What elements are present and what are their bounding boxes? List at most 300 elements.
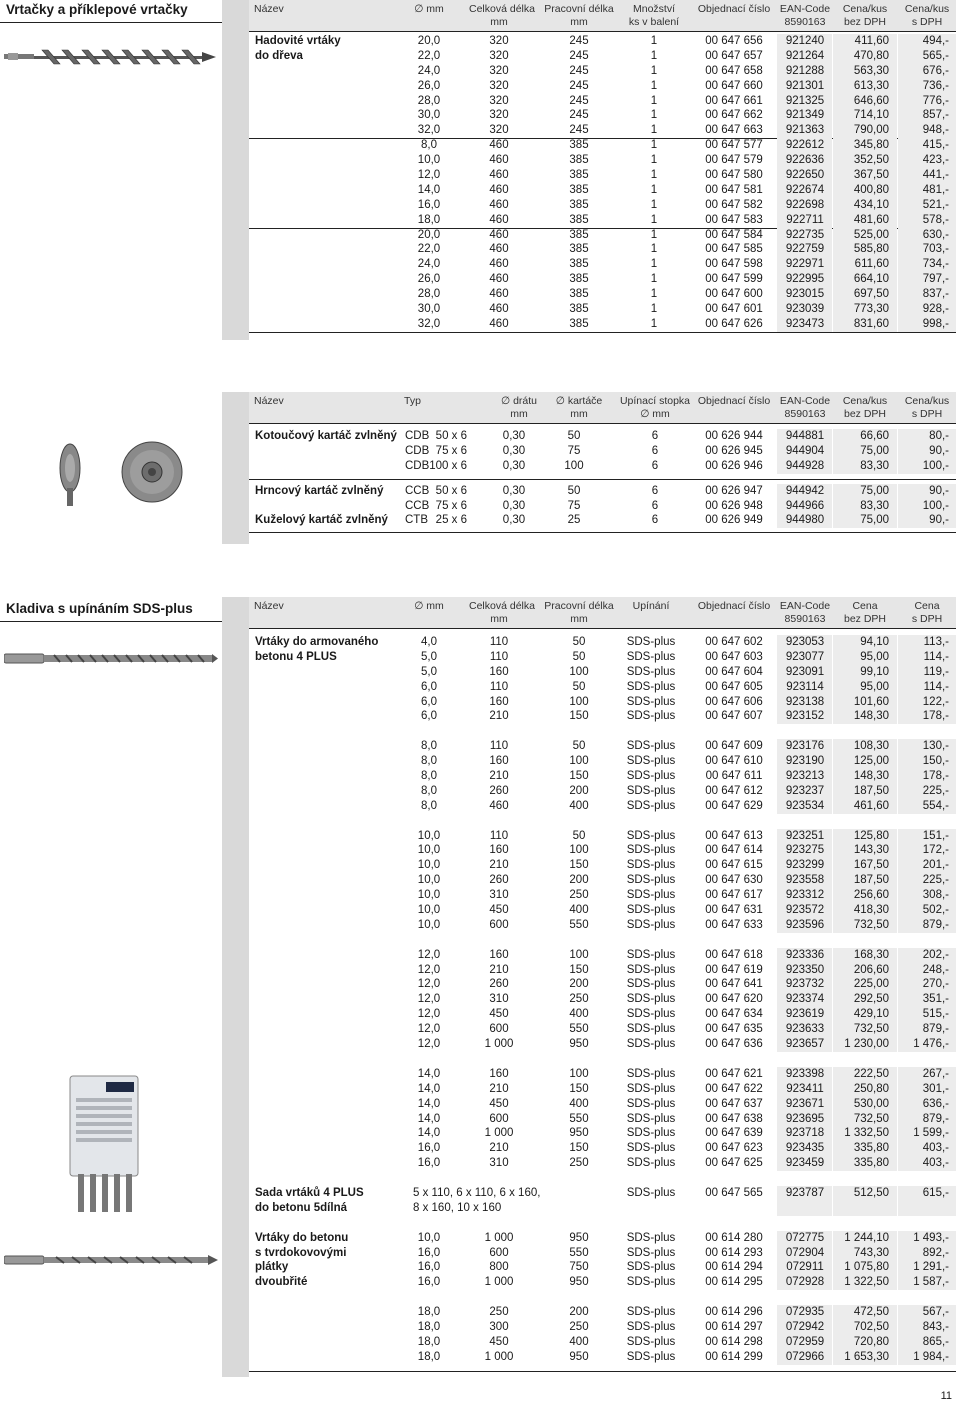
cell-chuck: SDS-plus <box>626 904 676 917</box>
cell-total-length: 1 000 <box>484 1127 514 1140</box>
cell-price-vat: 415,- <box>922 139 949 152</box>
cell-quantity: 1 <box>650 64 658 77</box>
cell-total-length: 450 <box>489 1008 509 1021</box>
cell-price: 345,80 <box>853 139 889 152</box>
row-group <box>249 1305 956 1365</box>
cell-price-vat: 703,- <box>922 243 949 256</box>
cell-type: CCB <box>405 499 430 512</box>
cell-chuck: SDS-plus <box>626 993 676 1006</box>
cell-ean: 944881 <box>785 430 825 442</box>
cell-quantity: 1 <box>650 109 658 122</box>
cell-diameter: 12,0 <box>417 1038 441 1051</box>
auger-section <box>0 0 960 340</box>
cell-price: 732,50 <box>853 1112 889 1125</box>
cell-ean: 072911 <box>786 1261 824 1274</box>
cell-working-length: 750 <box>569 1261 589 1274</box>
cell-price: 472,50 <box>853 1306 889 1319</box>
cell-working-length: 385 <box>569 154 589 167</box>
cell-price-vat: 636,- <box>922 1097 949 1110</box>
cell-chuck: SDS-plus <box>626 1246 676 1259</box>
cell-working-length: 100 <box>569 1067 589 1080</box>
cell-price: 831,60 <box>853 317 889 330</box>
cell-working-length: 400 <box>569 799 589 812</box>
product-table <box>249 635 956 1372</box>
cell-total-length: 460 <box>489 169 509 182</box>
cell-price: 732,50 <box>853 918 889 931</box>
cell-chuck: SDS-plus <box>626 636 676 648</box>
cell-chuck: SDS-plus <box>626 1320 676 1333</box>
cell-total-length: 260 <box>489 784 509 797</box>
cup-brush-photo <box>120 440 184 504</box>
cell-diameter: 20,0 <box>417 228 441 241</box>
cell-shank: 6 <box>651 499 659 512</box>
cell-ean: 923114 <box>786 680 824 693</box>
cell-total-length: 600 <box>489 918 509 931</box>
cell-order-number: 00 647 623 <box>705 1142 763 1155</box>
cell-chuck: SDS-plus <box>626 1127 676 1140</box>
cell-ean: 922612 <box>785 139 825 152</box>
cell-total-length: 1 000 <box>484 1231 514 1244</box>
cell-order-number: 00 647 631 <box>705 904 763 917</box>
cell-price-vat: 776,- <box>922 94 949 107</box>
cell-diameter: 10,0 <box>417 844 441 857</box>
cell-total-length: 310 <box>489 993 509 1006</box>
cell-ean: 923657 <box>785 1038 825 1051</box>
cell-type: CTB <box>405 514 428 527</box>
cell-working-length: 245 <box>569 94 589 107</box>
table-row <box>249 829 956 844</box>
cell-diameter: 12,0 <box>417 993 441 1006</box>
cell-working-length: 50 <box>572 680 586 693</box>
cell-price: 773,30 <box>853 303 889 316</box>
cell-total-length: 210 <box>489 859 509 872</box>
cell-price-vat: 100,- <box>922 499 949 512</box>
cell-total-length: 160 <box>489 844 509 857</box>
cell-ean: 923374 <box>785 993 825 1006</box>
cell-price: 525,00 <box>853 228 889 241</box>
product-name: plátky <box>255 1261 289 1274</box>
cell-total-length: 110 <box>489 636 509 648</box>
cell-ean: 923572 <box>785 904 825 917</box>
cell-ean: 923411 <box>786 1082 824 1095</box>
cell-price: 99,10 <box>860 665 889 678</box>
cell-order-number: 00 647 621 <box>705 1067 763 1080</box>
table-row <box>249 138 956 153</box>
table-row <box>249 79 956 94</box>
cell-price-vat: 630,- <box>922 228 949 241</box>
cell-ean: 921363 <box>785 124 825 137</box>
cell-ean: 921349 <box>785 109 825 122</box>
table-row <box>249 1126 956 1141</box>
cell-diameter: 18,0 <box>417 1350 441 1363</box>
cell-price: 125,00 <box>853 755 889 768</box>
auger-bit-photo <box>4 42 218 72</box>
cell-price-vat: 615,- <box>922 1186 949 1199</box>
table-row <box>249 64 956 79</box>
cell-price-vat: 857,- <box>922 109 949 122</box>
cell-ean: 923275 <box>785 844 825 857</box>
cell-quantity: 1 <box>650 213 658 226</box>
cell-price-vat: 843,- <box>922 1320 949 1333</box>
header-price-line: bez DPH <box>843 408 886 420</box>
header-working-length-line: Pracovní délka <box>544 600 614 612</box>
cell-total-length: 160 <box>489 755 509 768</box>
cell-quantity: 1 <box>650 317 658 330</box>
cell-chuck: SDS-plus <box>626 1306 676 1319</box>
cell-price: 168,30 <box>853 948 889 961</box>
cell-chuck: SDS-plus <box>626 1186 676 1199</box>
cell-order-number: 00 647 656 <box>705 35 763 47</box>
cell-chuck: SDS-plus <box>626 799 676 812</box>
cell-price: 481,60 <box>853 213 889 226</box>
cell-ean: 923732 <box>785 978 825 991</box>
drill-set-photo <box>68 1074 140 1214</box>
cell-working-length: 250 <box>569 1157 589 1170</box>
cell-diameter: 22,0 <box>417 243 441 256</box>
cell-ean: 921301 <box>785 79 825 92</box>
cell-ean: 944904 <box>785 444 825 457</box>
cell-working-length: 150 <box>569 859 589 872</box>
cell-order-number: 00 647 633 <box>705 918 763 931</box>
cell-working-length: 150 <box>569 1142 589 1155</box>
cell-diameter: 4,0 <box>421 636 437 648</box>
cell-price-vat: 151,- <box>922 829 949 842</box>
cell-quantity: 1 <box>650 79 658 92</box>
cell-price: 75,00 <box>860 514 889 527</box>
cell-order-number: 00 647 615 <box>705 859 763 872</box>
cell-order-number: 00 647 662 <box>705 109 763 122</box>
cell-working-length: 385 <box>569 228 589 241</box>
cell-price: 83,30 <box>860 459 889 472</box>
cell-working-length: 50 <box>572 636 586 648</box>
cell-ean: 923619 <box>785 1008 825 1021</box>
cell-order-number: 00 626 944 <box>705 430 763 442</box>
cell-price-vat: 797,- <box>922 273 949 286</box>
cell-total-length: 1 000 <box>484 1038 514 1051</box>
cell-order-number: 00 647 618 <box>705 948 763 961</box>
header-diameter: ∅ mm <box>414 3 444 15</box>
cell-diameter: 28,0 <box>417 288 441 301</box>
cell-price-vat: 1 984,- <box>913 1350 949 1363</box>
cell-diameter: 12,0 <box>417 1023 441 1036</box>
cell-chuck: SDS-plus <box>626 1231 676 1244</box>
page-number: 11 <box>940 1390 952 1402</box>
product-name: Sada vrtáků 4 PLUS <box>255 1186 364 1199</box>
cell-price-vat: 521,- <box>922 198 949 211</box>
table-row <box>249 635 956 650</box>
cell-total-length: 320 <box>489 64 509 77</box>
cell-price: 335,80 <box>853 1142 889 1155</box>
cell-order-number: 00 647 657 <box>705 49 763 62</box>
cell-diameter: 14,0 <box>417 1127 441 1140</box>
header-order-number: Objednací číslo <box>697 600 771 612</box>
cell-ean: 922711 <box>786 213 824 226</box>
table-bottom-rule <box>249 332 956 333</box>
cell-diameter: 12,0 <box>417 1008 441 1021</box>
cell-total-length: 210 <box>489 963 509 976</box>
cell-ean: 923473 <box>785 317 825 330</box>
cell-ean: 923077 <box>785 650 825 663</box>
cell-working-length: 400 <box>569 1097 589 1110</box>
cell-chuck: SDS-plus <box>626 695 676 708</box>
cell-order-number: 00 614 293 <box>705 1246 763 1259</box>
cell-price: 611,60 <box>854 258 889 271</box>
cell-order-number: 00 647 658 <box>705 64 763 77</box>
cell-diameter: 20,0 <box>417 35 441 47</box>
cell-order-number: 00 626 947 <box>705 484 763 497</box>
cell-chuck: SDS-plus <box>626 918 676 931</box>
cell-total-length: 260 <box>489 874 509 887</box>
header-ean <box>779 600 831 626</box>
cell-ean: 923190 <box>785 755 825 768</box>
cell-price: 411,60 <box>854 35 889 47</box>
cell-total-length: 460 <box>489 273 509 286</box>
cell-order-number: 00 647 663 <box>705 124 763 137</box>
cell-ean: 944942 <box>785 484 825 497</box>
cell-price-vat: 865,- <box>922 1335 949 1348</box>
table-header <box>249 392 956 424</box>
cell-ean: 922650 <box>785 169 825 182</box>
header-price-line: bez DPH <box>843 16 886 28</box>
table-row <box>249 1022 956 1037</box>
header-price-vat-line: Cena/kus <box>904 3 950 15</box>
cell-diameter: 28,0 <box>417 94 441 107</box>
cell-working-length: 100 <box>569 665 589 678</box>
cell-order-number: 00 614 297 <box>705 1320 763 1333</box>
cell-total-length: 1 000 <box>484 1350 514 1363</box>
product-name: Hrncový kartáč zvlněný <box>255 484 384 497</box>
cell-ean: 923695 <box>785 1112 825 1125</box>
cell-diameter: 6,0 <box>421 680 437 693</box>
row-group <box>249 1067 956 1171</box>
cell-order-number: 00 614 280 <box>705 1231 763 1244</box>
cell-order-number: 00 647 599 <box>705 273 763 286</box>
cell-working-length: 245 <box>569 79 589 92</box>
cell-order-number: 00 647 610 <box>705 755 763 768</box>
table-row <box>249 858 956 873</box>
cell-ean: 923176 <box>785 740 825 753</box>
cell-price-vat: 879,- <box>922 1023 949 1036</box>
cell-working-length: 245 <box>569 124 589 137</box>
cell-quantity: 1 <box>650 198 658 211</box>
cell-diameter: 6,0 <box>421 710 437 723</box>
cell-total-length: 600 <box>489 1112 509 1125</box>
cell-chuck: SDS-plus <box>626 1112 676 1125</box>
cell-working-length: 385 <box>569 288 589 301</box>
cell-ean: 922735 <box>785 228 825 241</box>
cell-price-vat: 351,- <box>922 993 949 1006</box>
header-wire-diameter-line: mm <box>510 408 528 420</box>
header-price-vat-line: Cena <box>914 600 940 612</box>
cell-brush-diameter: 25 <box>567 514 581 527</box>
header-type: Typ <box>404 395 421 407</box>
cell-working-length: 385 <box>569 213 589 226</box>
cell-diameter: 32,0 <box>417 317 441 330</box>
cell-chuck: SDS-plus <box>626 844 676 857</box>
cell-ean: 922759 <box>785 243 825 256</box>
header-brush-diameter-line: ∅ kartáče <box>555 395 603 407</box>
cell-ean: 923558 <box>785 874 825 887</box>
cell-total-length: 110 <box>489 650 509 663</box>
header-ean <box>779 395 831 421</box>
column-shade <box>777 1201 832 1216</box>
cell-order-number: 00 647 660 <box>705 79 763 92</box>
cell-chuck: SDS-plus <box>626 859 676 872</box>
header-price-vat-line: s DPH <box>911 408 943 420</box>
cell-price: 75,00 <box>860 484 889 497</box>
cell-total-length: 460 <box>489 213 509 226</box>
cell-wire-diameter: 0,30 <box>502 484 526 497</box>
cell-order-number: 00 647 579 <box>705 154 763 167</box>
cell-type: CDB <box>405 430 430 442</box>
cell-chuck: SDS-plus <box>626 770 676 783</box>
product-name: s tvrdokovovými <box>255 1246 347 1259</box>
cell-diameter: 18,0 <box>417 1306 441 1319</box>
cell-working-length: 200 <box>569 874 589 887</box>
cell-total-length: 800 <box>489 1261 509 1274</box>
header-price-vat-line: s DPH <box>911 16 943 28</box>
cell-ean: 923336 <box>785 948 825 961</box>
cell-diameter: 30,0 <box>417 303 441 316</box>
cell-order-number: 00 647 612 <box>705 784 763 797</box>
cell-price-vat: 502,- <box>922 904 949 917</box>
table-row <box>249 1246 956 1261</box>
row-group <box>249 829 956 933</box>
cell-working-length: 50 <box>572 829 586 842</box>
table-row <box>249 287 956 302</box>
cell-price: 1 244,10 <box>844 1231 889 1244</box>
header-shank-line: ∅ mm <box>640 408 670 420</box>
cell-chuck: SDS-plus <box>626 1082 676 1095</box>
table-row <box>249 843 956 858</box>
cell-order-number: 00 647 584 <box>705 228 763 241</box>
cell-price-vat: 948,- <box>922 124 949 137</box>
product-name: Kuželový kartáč zvlněný <box>255 514 388 527</box>
cell-order-number: 00 626 946 <box>705 459 763 472</box>
cell-price: 702,50 <box>853 1320 889 1333</box>
cell-total-length: 600 <box>489 1023 509 1036</box>
cell-ean: 923251 <box>785 829 825 842</box>
cell-total-length: 450 <box>489 904 509 917</box>
product-name: do betonu 5dílná <box>255 1201 347 1214</box>
cell-price-vat: 1 599,- <box>913 1127 949 1140</box>
cell-order-number: 00 647 613 <box>705 829 763 842</box>
cell-ean: 923596 <box>785 918 825 931</box>
cell-working-length: 950 <box>569 1276 589 1289</box>
cell-price: 292,50 <box>853 993 889 1006</box>
cell-size: 25 x 6 <box>435 514 467 527</box>
cell-working-length: 385 <box>569 183 589 196</box>
cell-ean: 923152 <box>785 710 825 723</box>
cell-price: 1 332,50 <box>844 1127 889 1140</box>
table-row <box>249 94 956 109</box>
cell-ean: 921325 <box>785 94 825 107</box>
cell-total-length: 320 <box>489 109 509 122</box>
cell-total-length: 160 <box>489 665 509 678</box>
cell-total-length: 110 <box>489 740 509 753</box>
cell-working-length: 50 <box>572 740 586 753</box>
table-row <box>249 888 956 903</box>
table-row <box>249 1112 956 1127</box>
cell-chuck: SDS-plus <box>626 1023 676 1036</box>
table-row <box>249 49 956 64</box>
table-row <box>249 1186 956 1201</box>
cell-price-vat: 928,- <box>922 303 949 316</box>
table-row <box>249 34 956 49</box>
cell-working-length: 950 <box>569 1231 589 1244</box>
cell-chuck: SDS-plus <box>626 829 676 842</box>
header-ean-line: EAN-Code <box>779 600 831 612</box>
cell-size: 75 x 6 <box>435 499 467 512</box>
table-row <box>249 429 956 444</box>
cell-ean: 923534 <box>785 799 825 812</box>
row-group <box>249 484 956 529</box>
cell-ean: 922674 <box>785 183 825 196</box>
cell-order-number: 00 647 606 <box>705 695 763 708</box>
cell-price-vat: 172,- <box>922 844 949 857</box>
cell-price: 250,80 <box>853 1082 889 1095</box>
cell-type: CDB <box>405 459 430 472</box>
row-group <box>249 1231 956 1291</box>
cell-total-length: 460 <box>489 303 509 316</box>
cell-price-vat: 119,- <box>923 665 949 678</box>
cell-price: 1 322,50 <box>844 1276 889 1289</box>
cell-total-length: 460 <box>489 258 509 271</box>
cell-order-number: 00 614 299 <box>705 1350 763 1363</box>
cell-order-number: 00 647 637 <box>705 1097 763 1110</box>
cell-diameter: 10,0 <box>417 859 441 872</box>
product-name: Kotoučový kartáč zvlněný <box>255 430 397 442</box>
cell-diameter: 16,0 <box>417 1142 441 1155</box>
cell-ean: 923350 <box>785 963 825 976</box>
cell-price-vat: 515,- <box>922 1008 949 1021</box>
cell-total-length: 460 <box>489 198 509 211</box>
header-ean-line: 8590163 <box>784 408 826 420</box>
cell-chuck: SDS-plus <box>626 755 676 768</box>
cell-price-vat: 248,- <box>922 963 949 976</box>
cell-price: 1 653,30 <box>844 1350 889 1363</box>
cell-working-length: 385 <box>569 243 589 256</box>
cell-ean: 923213 <box>785 770 825 783</box>
row-group <box>249 34 956 138</box>
cell-price-vat: 403,- <box>922 1157 949 1170</box>
cell-quantity: 1 <box>650 49 658 62</box>
cell-diameter: 26,0 <box>417 79 441 92</box>
cell-order-number: 00 614 298 <box>705 1335 763 1348</box>
section-title-rule <box>0 22 222 23</box>
header-name: Název <box>254 395 284 407</box>
cell-order-number: 00 647 605 <box>705 680 763 693</box>
cell-total-length: 160 <box>489 695 509 708</box>
cell-order-number: 00 647 626 <box>705 317 763 330</box>
cell-chuck: SDS-plus <box>626 665 676 678</box>
table-row <box>249 183 956 198</box>
cell-order-number: 00 647 583 <box>705 213 763 226</box>
cell-working-length: 400 <box>569 1335 589 1348</box>
cell-price-vat: 676,- <box>922 64 949 77</box>
cell-price: 167,50 <box>853 859 889 872</box>
table-row <box>249 108 956 123</box>
cell-diameter: 6,0 <box>421 695 437 708</box>
cell-price-vat: 201,- <box>922 859 949 872</box>
section-title-rule <box>0 621 222 622</box>
cell-order-number: 00 647 635 <box>705 1023 763 1036</box>
cell-price: 83,30 <box>860 499 889 512</box>
table-bottom-rule <box>249 1371 956 1372</box>
product-name: do dřeva <box>255 49 303 62</box>
cell-ean: 922636 <box>785 154 825 167</box>
cell-wire-diameter: 0,30 <box>502 444 526 457</box>
